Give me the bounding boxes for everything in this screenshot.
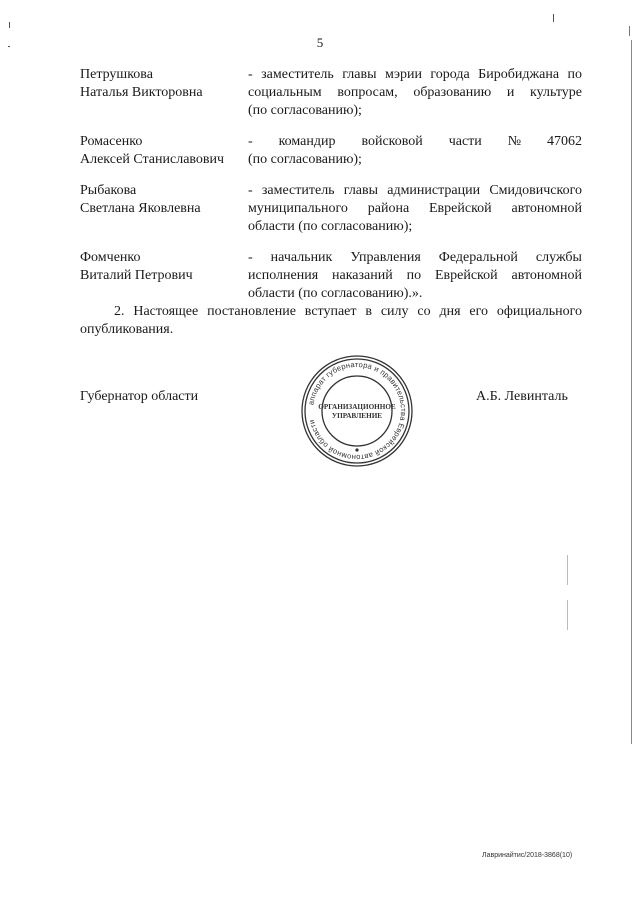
- member-role: [248, 66, 582, 120]
- role-word: Биробиджана: [478, 67, 560, 82]
- role-line: (по согласованию);: [248, 152, 362, 167]
- member-name: [80, 133, 245, 169]
- scan-mark: [9, 22, 10, 28]
- role-line: [248, 182, 582, 200]
- role-word: по: [406, 268, 422, 283]
- scan-mark: [8, 46, 10, 47]
- role-line: - командир войсковой части № 47062: [248, 134, 582, 149]
- role-word: -: [248, 183, 253, 198]
- member-given-names: Алексей Станиславович: [80, 152, 225, 167]
- scan-edge-line: [631, 40, 632, 744]
- member-given-names: Наталья Викторовна: [80, 85, 203, 100]
- role-word: образованию: [413, 85, 492, 100]
- role-word: города: [430, 67, 470, 82]
- scan-mark: [567, 555, 568, 585]
- member-name: [80, 66, 245, 102]
- role-word: заместитель: [261, 67, 334, 82]
- scan-mark: [567, 600, 568, 630]
- role-word: муниципального: [248, 201, 348, 216]
- role-line: области (по согласованию).».: [248, 286, 423, 301]
- role-word: культуре: [530, 85, 582, 100]
- role-line: области (по согласованию);: [248, 219, 413, 234]
- stamp-center-line: УПРАВЛЕНИЕ: [331, 412, 383, 420]
- member-given-names: Виталий Петрович: [80, 268, 193, 283]
- page-number: 5: [316, 35, 324, 50]
- member-surname: Петрушкова: [80, 67, 153, 82]
- member-surname: Ромасенко: [80, 134, 143, 149]
- role-word: по: [567, 67, 582, 82]
- member-surname: Фомченко: [80, 250, 141, 265]
- role-word: мэрии: [384, 67, 422, 82]
- role-line: [248, 66, 582, 84]
- role-word: заместитель: [261, 183, 335, 198]
- member-surname: Рыбакова: [80, 183, 137, 198]
- role-word: и: [506, 85, 515, 100]
- role-word: района: [367, 201, 410, 216]
- role-line: [248, 84, 582, 102]
- stamp-star-dot: [355, 448, 358, 451]
- clause-paragraph: 2. Настоящее постановление вступает в силу со дня его официального опубликования.: [80, 304, 582, 337]
- role-word: наказаний: [332, 268, 393, 283]
- member-role: [248, 133, 582, 169]
- stamp-ring-text: аппарат губернатора и правительства Еврейской автономной области: [306, 359, 409, 463]
- role-word: вопросам,: [337, 85, 398, 100]
- role-word: Управления: [350, 250, 421, 265]
- role-word: Еврейской: [434, 268, 498, 283]
- role-word: исполнения: [248, 268, 319, 283]
- role-line: [248, 200, 582, 218]
- role-word: администрации: [387, 183, 481, 198]
- member-role: [248, 249, 582, 303]
- official-stamp: [298, 352, 416, 470]
- role-word: Федеральной: [438, 250, 518, 265]
- member-role: [248, 182, 582, 236]
- scan-mark: [629, 26, 630, 36]
- role-word: главы: [343, 183, 379, 198]
- member-given-names: Светлана Яковлевна: [80, 201, 201, 216]
- document-code: Лавринайтис/2018-3868(10): [482, 852, 573, 859]
- signatory-title: Губернатор области: [80, 389, 199, 404]
- role-word: начальник: [270, 250, 333, 265]
- role-word: -: [248, 250, 253, 265]
- role-line: (по согласованию);: [248, 103, 362, 118]
- role-word: социальным: [248, 85, 322, 100]
- scan-mark: [553, 14, 554, 22]
- member-name: [80, 182, 245, 218]
- role-word: Еврейской: [429, 201, 492, 216]
- role-word: главы: [342, 67, 377, 82]
- role-word: службы: [535, 250, 582, 265]
- role-word: Смидовичского: [489, 183, 582, 198]
- stamp-center-line: ОРГАНИЗАЦИОННОЕ: [318, 403, 396, 411]
- signatory-name: А.Б. Левинталь: [476, 389, 568, 404]
- role-line: [248, 267, 582, 285]
- role-word: автономной: [511, 201, 582, 216]
- role-word: -: [248, 67, 253, 82]
- role-word: автономной: [511, 268, 582, 283]
- role-line: [248, 249, 582, 267]
- member-name: [80, 249, 245, 285]
